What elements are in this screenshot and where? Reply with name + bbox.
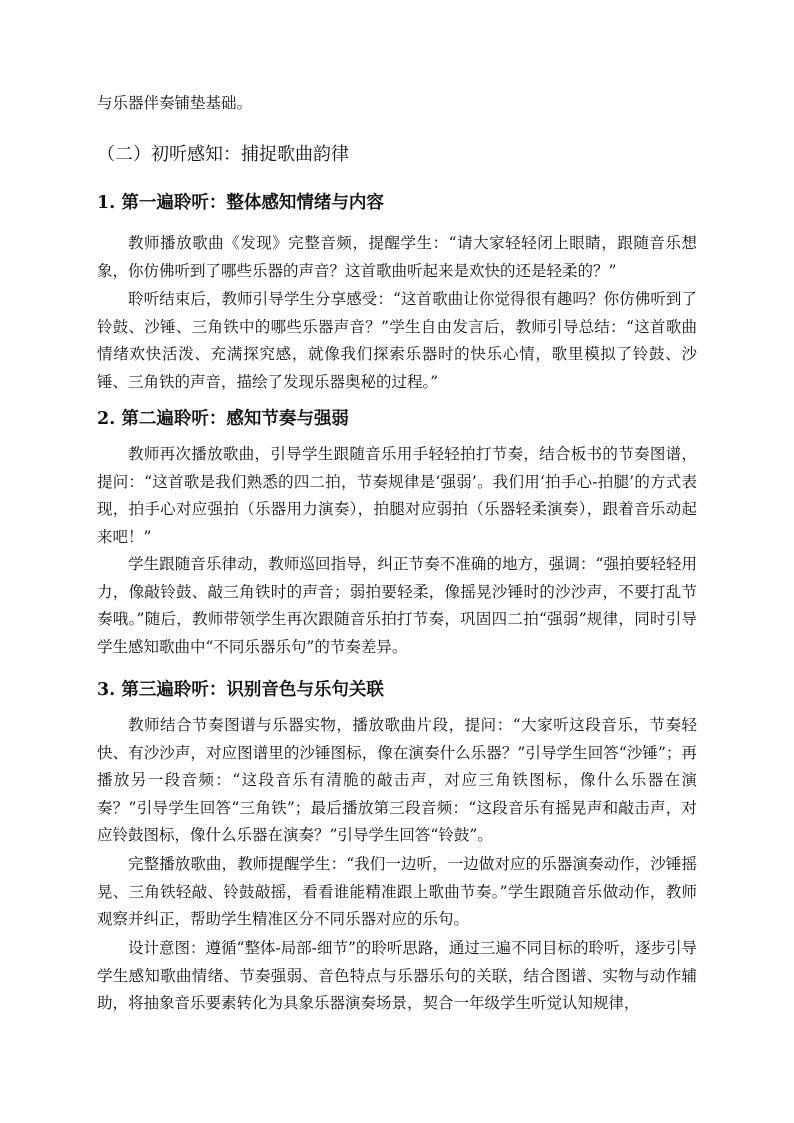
subheading-second-listen: 2. 第二遍聆听：感知节奏与强弱 — [97, 409, 349, 429]
paragraph-second-listen-practice: 学生跟随音乐律动，教师巡回指导，纠正节奏不准确的地方，强调：“强拍要轻轻用力，像敲铃鼓、敲三角铁时的声音；弱拍要轻柔，像摇晃沙锤时的沙沙声，不要打乱节奏哦。”随后，教师带领学生再次跟随音乐拍打节奏，巩固四二拍“强弱”规律，同时引导学生感知歌曲中“不同乐器乐句”的节奏差异。 — [97, 555, 697, 656]
subheading-third-listen: 3. 第三遍聆听：识别音色与乐句关联 — [97, 680, 384, 700]
paragraph-third-listen-practice: 完整播放歌曲，教师提醒学生：“我们一边听，一边做对应的乐器演奏动作，沙锤摇晃、三角铁轻敲、铃鼓敲摇，看看谁能精准跟上歌曲节奏。”学生跟随音乐做动作，教师观察并纠正，帮助学生精准区分不同乐器对应的乐句。 — [97, 855, 697, 928]
paragraph-third-listen-intro: 教师结合节奏图谱与乐器实物，播放歌曲片段，提问：“大家听这段音乐，节奏轻快、有沙沙声，对应图谱里的沙锤图标，像在演奏什么乐器？”引导学生回答“沙锤”；再播放另一段音频：“这段音乐有清脆的敲击声，对应三角铁图标，像什么乐器在演奏？”引导学生回答“三角铁”；最后播放第三段音频：“这段音乐有摇晃声和敲击声，对应铃鼓图标，像什么乐器在演奏？”引导学生回答“铃鼓”。 — [97, 716, 697, 844]
paragraph-first-listen-intro: 教师播放歌曲《发现》完整音频，提醒学生：“请大家轻轻闭上眼睛，跟随音乐想象，你仿佛听到了哪些乐器的声音？这首歌曲听起来是欢快的还是轻柔的？” — [97, 234, 697, 280]
paragraph-second-listen-intro: 教师再次播放歌曲，引导学生跟随音乐用手轻轻拍打节奏，结合板书的节奏图谱，提问：“这首歌是我们熟悉的四二拍，节奏规律是‘强弱’。我们用‘拍手心-拍腿’的方式表现，拍手心对应强拍（乐器用力演奏），拍腿对应弱拍（乐器轻柔演奏），跟着音乐动起来吧！” — [97, 445, 697, 546]
section-heading: （二）初听感知：捕捉歌曲韵律 — [97, 144, 349, 165]
paragraph-first-listen-summary: 聆听结束后，教师引导学生分享感受：“这首歌曲让你觉得很有趣吗？你仿佛听到了铃鼓、沙锤、三角铁中的哪些乐器声音？”学生自由发言后，教师引导总结：“这首歌曲情绪欢快活泼、充满探究感，就像我们探索乐器时的快乐心情，歌里模拟了铃鼓、沙锤、三角铁的声音，描绘了发现乐器奥秘的过程。” — [97, 290, 697, 391]
subheading-first-listen: 1. 第一遍聆听：整体感知情绪与内容 — [97, 193, 384, 213]
carry-over-text: 与乐器伴奏铺垫基础。 — [97, 94, 253, 112]
paragraph-design-intent: 设计意图：遵循“整体-局部-细节”的聆听思路，通过三遍不同目标的聆听，逐步引导学生感知歌曲情绪、节奏强弱、音色特点与乐器乐句的关联，结合图谱、实物与动作辅助，将抽象音乐要素转化为具象乐器演奏场景，契合一年级学生听觉认知规律， — [97, 939, 697, 1012]
